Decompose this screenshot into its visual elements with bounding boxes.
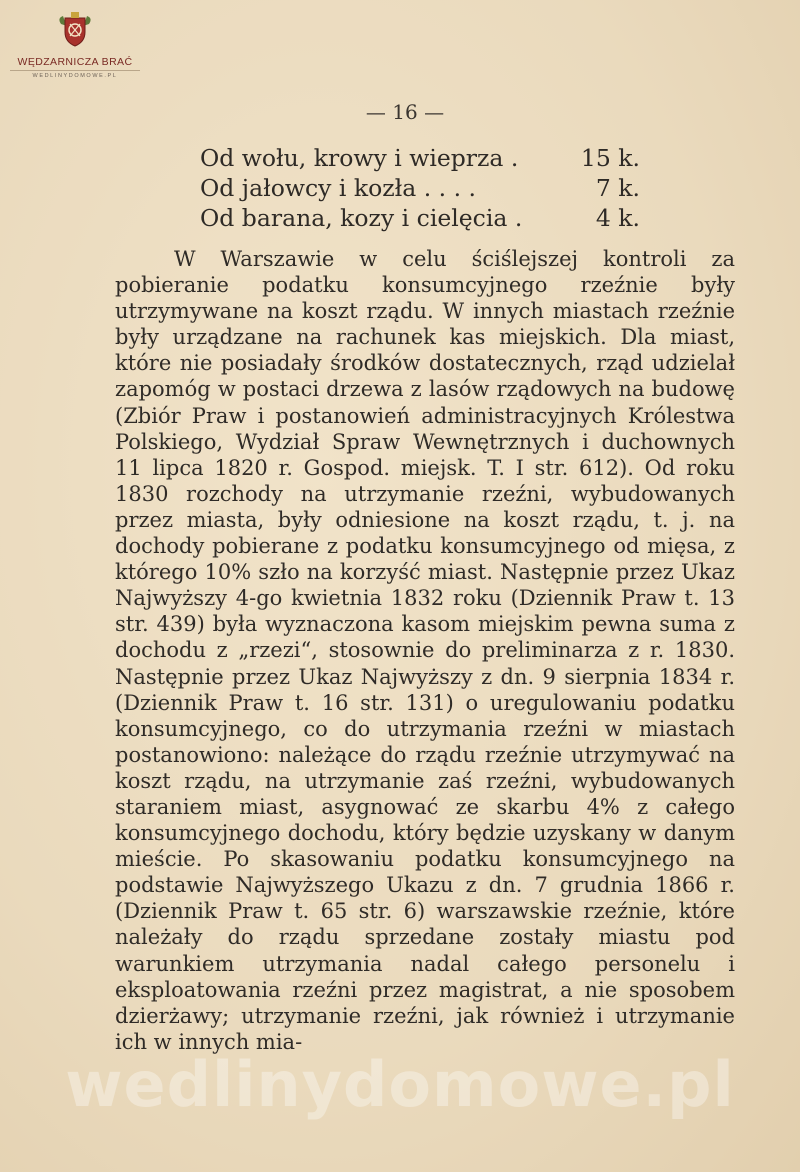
price-value: 4 k. bbox=[595, 204, 640, 232]
price-row bbox=[200, 173, 660, 203]
logo-url: WEDLINYDOMOWE.PL bbox=[10, 70, 140, 79]
site-logo bbox=[10, 10, 140, 79]
price-row bbox=[200, 203, 660, 233]
price-label: Od barana, kozy i cielęcia . bbox=[200, 204, 523, 232]
price-label: Od jałowcy i kozła . . . . bbox=[200, 174, 477, 202]
price-value: 15 k. bbox=[580, 144, 640, 172]
crest-icon bbox=[55, 10, 95, 50]
price-row bbox=[200, 143, 660, 173]
body-paragraph: W Warszawie w celu ściślejszej kontroli za pobieranie podatku konsumcyjnego rzeźnie były utrzymywane na koszt rządu. W innych miastach rzeźnie były urządzane na rachunek kas miejskich. Dla miast, które nie posiadały środków dostatecznych, rząd udzielał zapomóg w postaci drzewa z lasów rządowych na budowę (Zbiór Praw i postanowień administracyjnych Królestwa Polskiego, Wydział Spraw Wewnętrznych i duchownych 11 lipca 1820 r. Gospod. miejsk. T. I str. 612). Od roku 1830 rozchody na utrzymanie rzeźni, wybudowanych przez miasta, były odniesione na koszt rządu, t. j. na dochody pobierane z podatku konsumcyjnego od mięsa, z którego 10% szło na korzyść miast. Następnie przez Ukaz Najwyższy 4-go kwietnia 1832 roku (Dziennik Praw t. 13 str. 439) była wyznaczona kasom miejskim pewna suma z dochodu z „rzezi“, stosownie do preliminarza z r. 1830. Następnie przez Ukaz Najwyższy z dn. 9 sierpnia 1834 r. (Dziennik Praw t. 16 str. 131) o uregulowaniu podatku konsumcyjnego, co do utrzymania rzeźni w miastach postanowiono: należące do rządu rzeźnie utrzymywać na koszt rządu, na utrzymanie zaś rzeźni, wybudowanych staraniem miast, asygnować ze skarbu 4% z całego konsumcyjnego dochodu, który będzie uzyskany w danym mieście. Po skasowaniu podatku konsumcyjnego na podstawie Najwyższego Ukazu z dn. 7 grudnia 1866 r. (Dziennik Praw t. 65 str. 6) warszawskie rzeźnie, które należały do rządu sprzedane zostały miastu pod warunkiem utrzymania nadal całego personelu i eksploatowania rzeźni przez magistrat, a nie sposobem dzierżawy; utrzymanie rzeźni, jak również i utrzymanie ich w innych mia- bbox=[115, 247, 735, 1054]
watermark: wedlinydomowe.pl bbox=[65, 1048, 735, 1121]
logo-name: WĘDZARNICZA BRAĆ bbox=[17, 56, 133, 68]
body-text bbox=[115, 246, 735, 1055]
page-number: — 16 — bbox=[365, 100, 445, 124]
price-value: 7 k. bbox=[595, 174, 640, 202]
price-table bbox=[200, 143, 660, 233]
price-label: Od wołu, krowy i wieprza . bbox=[200, 144, 519, 172]
